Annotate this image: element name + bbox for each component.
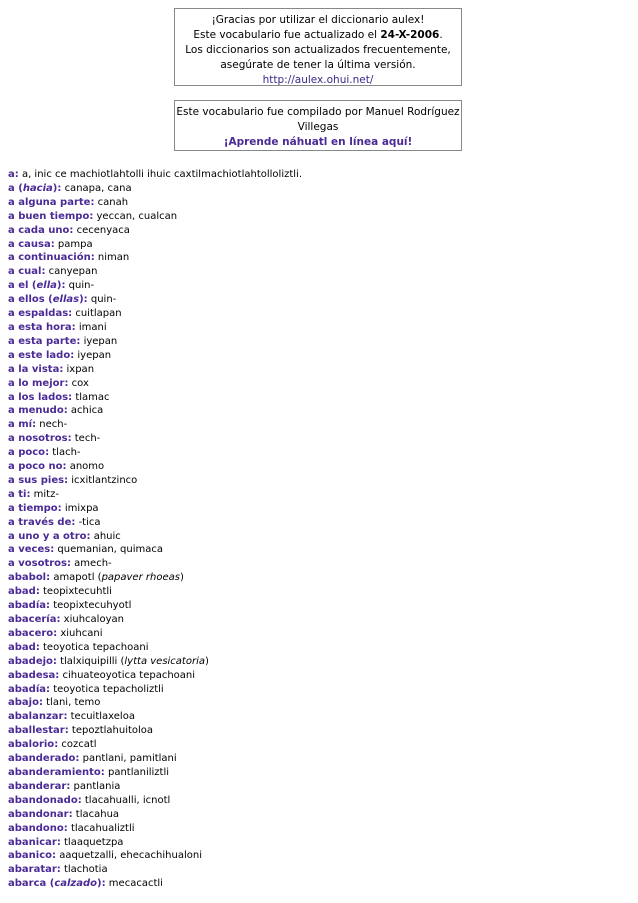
entry-term-text: a poco no: [8, 461, 63, 473]
entry-row: [8, 794, 630, 808]
entry-term-text: a el (: [8, 280, 37, 292]
entry-row: [8, 863, 630, 877]
entry-term: a continuación:: [8, 252, 95, 264]
entry-row: [8, 724, 630, 738]
learn-nahuatl-link[interactable]: ¡Aprende náhuatl en línea aquí!: [223, 136, 413, 148]
entry-term: abaratar:: [8, 864, 61, 876]
entry-term: a los lados:: [8, 391, 73, 403]
entry-term-text: abalanzar: [8, 711, 64, 723]
entry-gloss: niman: [97, 252, 130, 264]
entry-gloss: teoyotica tepachoani: [43, 641, 149, 653]
entry-term-text: a espaldas: [8, 308, 69, 320]
entry-term: abadesa:: [8, 669, 60, 681]
entry-term-text: abandono: [8, 822, 64, 834]
entry-term: abalorio:: [8, 739, 59, 751]
entry-term-text: abandonado: [8, 794, 78, 806]
entry-row: [8, 543, 630, 557]
entry-row: [8, 683, 630, 697]
entry-term-text: a buen tiempo: [8, 210, 90, 222]
entry-term-text: abanicar: [8, 836, 57, 848]
entry-term: a lo mejor:: [8, 377, 69, 389]
entry-term-text: a tiempo: [8, 502, 58, 514]
entry-gloss: quemanian, quimaca: [57, 544, 163, 556]
entry-term-text: abadía: [8, 600, 46, 612]
entry-term-text: abanderamiento: [8, 766, 101, 778]
entry-term: abajo:: [8, 697, 43, 709]
entry-term: abandonado:: [8, 794, 82, 806]
entry-gloss: ixpan: [66, 363, 95, 375]
entry-gloss: cecenyaca: [76, 224, 130, 236]
entry-gloss: iyepan: [77, 349, 112, 361]
entry-term: a ellos (ellas):: [8, 294, 88, 306]
entry-row: [8, 196, 630, 210]
entry-term-italic: ellas: [52, 294, 80, 306]
entry-row: [8, 877, 630, 891]
entry-term-text: a alguna parte: [8, 196, 91, 208]
entry-gloss-end: ): [205, 655, 209, 667]
entry-row: [8, 404, 630, 418]
entry-row: [8, 766, 630, 780]
entry-term-text: a lo mejor: [8, 377, 65, 389]
entry-row: [8, 265, 630, 279]
entry-term-text: a poco: [8, 447, 46, 459]
entry-gloss: tepoztlahuitoloa: [71, 725, 154, 737]
entry-term-text: abadejo: [8, 655, 53, 667]
entry-row: [8, 752, 630, 766]
entry-term: abadía:: [8, 600, 50, 612]
entry-gloss: pantlania: [73, 780, 121, 792]
entry-term-text: a la vista: [8, 363, 60, 375]
entry-row: [8, 849, 630, 863]
entry-gloss: pampa: [57, 238, 93, 250]
entry-term-text: abajo: [8, 697, 39, 709]
entry-gloss: a, inic ce machiotlahtolli ihuic caxtilmachiotlahtolloliztli.: [21, 169, 303, 180]
entry-term-text: a nosotros: [8, 433, 68, 445]
entry-term-text: a ti: [8, 488, 27, 500]
entry-term-text: abandonar: [8, 808, 69, 820]
entry-gloss: pantlaniliztli: [107, 766, 170, 778]
entry-term-italic: ella: [36, 280, 57, 292]
entry-gloss: tlaaquetzpa: [64, 836, 124, 848]
entry-term-end: ): [56, 280, 62, 292]
entry-term-text: a ellos (: [8, 294, 53, 306]
entry-gloss-italic: papaver rhoeas: [101, 572, 180, 584]
entry-gloss: achica: [70, 405, 104, 417]
entry-term: abad:: [8, 586, 40, 598]
entry-row: [8, 363, 630, 377]
notice-line-2: Este vocabulario fue actualizado el 24-X-2006.: [193, 29, 443, 41]
entry-gloss: pantlani, pamitlani: [82, 753, 177, 765]
entry-term-text: a menudo: [8, 405, 64, 417]
entry-term-end: ): [52, 182, 58, 194]
entry-term: abanderamiento:: [8, 766, 105, 778]
entry-term-text: a causa: [8, 238, 51, 250]
entry-term-text: abacero: [8, 627, 54, 639]
entry-term-text: abalorio: [8, 739, 55, 751]
entry-term-text: a veces: [8, 544, 51, 556]
entry-row: [8, 808, 630, 822]
entry-row: [8, 710, 630, 724]
entry-term-text: abad: [8, 586, 36, 598]
entry-gloss: tlamac: [75, 391, 110, 403]
entry-row: [8, 502, 630, 516]
entry-term: a poco:: [8, 447, 50, 459]
entry-term-italic: calzado: [54, 878, 98, 890]
entry-row: [8, 557, 630, 571]
entry-term: abacería:: [8, 614, 61, 625]
entry-row: [8, 655, 630, 669]
entry-gloss: tlacahualli, icnotl: [84, 794, 171, 806]
entry-gloss: cuitlapan: [75, 308, 122, 320]
credit-line-1: Este vocabulario fue compilado por Manuel Rodríguez: [176, 106, 460, 118]
entry-gloss: canapa, cana: [64, 182, 132, 194]
entry-row: [8, 516, 630, 530]
entry-term-text: ababol: [8, 572, 47, 584]
entry-term: a la vista:: [8, 363, 64, 375]
entry-row: [8, 168, 630, 182]
entry-row: [8, 335, 630, 349]
entry-row: [8, 669, 630, 683]
entry-gloss: canyepan: [48, 266, 98, 278]
entry-term: a vosotros:: [8, 558, 71, 570]
entry-term: abadía:: [8, 683, 50, 695]
entry-term: a través de:: [8, 516, 76, 528]
entry-gloss: xiuhcani: [60, 627, 103, 639]
notice-line-4: asegúrate de tener la última versión.: [220, 59, 416, 71]
entry-gloss: icxitlantzinco: [71, 474, 138, 486]
entry-row: [8, 391, 630, 405]
entry-gloss: imani: [78, 321, 107, 333]
entry-row: [8, 182, 630, 196]
entry-row: [8, 474, 630, 488]
entry-gloss-end: ): [179, 572, 184, 584]
entry-row: [8, 224, 630, 238]
entry-gloss: tlachotia: [63, 864, 108, 876]
entry-term-text: a esta parte: [8, 335, 77, 347]
entry-gloss: tecuitlaxeloa: [70, 711, 135, 723]
entry-term: ababol:: [8, 572, 51, 584]
entry-row: [8, 460, 630, 474]
entry-term-text: a cual: [8, 266, 42, 278]
entry-term-end: ): [97, 878, 102, 890]
entry-term: a poco no:: [8, 461, 67, 473]
entry-term: a tiempo:: [8, 502, 62, 514]
entry-gloss: cihuateoyotica tepachoani: [62, 669, 196, 681]
credit-line-2: Villegas: [297, 121, 339, 133]
entry-row: [8, 293, 630, 307]
entry-row: [8, 738, 630, 752]
entry-term: aballestar:: [8, 725, 69, 737]
entry-gloss: ahuic: [93, 530, 121, 542]
entry-term: a alguna parte:: [8, 196, 95, 208]
entry-row: [8, 613, 630, 627]
entry-term-text: a vosotros: [8, 558, 67, 570]
entry-term: a buen tiempo:: [8, 210, 94, 222]
entry-gloss: tlani, temo: [46, 697, 101, 709]
entry-row: [8, 251, 630, 265]
vocabulary-list: [8, 168, 630, 891]
entry-row: [8, 822, 630, 836]
entry-term: a mí:: [8, 419, 37, 431]
entry-term-text: abacería: [8, 614, 57, 625]
entry-term-text: a: [8, 169, 15, 180]
entry-term: a nosotros:: [8, 433, 72, 445]
entry-gloss: quin-: [90, 294, 117, 306]
entry-term: a cada uno:: [8, 224, 74, 236]
entry-term-text: abadía: [8, 683, 46, 695]
entry-term: abadejo:: [8, 655, 57, 667]
entry-row: [8, 585, 630, 599]
entry-row: [8, 432, 630, 446]
entry-row: [8, 780, 630, 794]
entry-row: [8, 307, 630, 321]
entry-gloss: canah: [97, 196, 129, 208]
notice-line-1: ¡Gracias por utilizar el diccionario aulex!: [211, 14, 425, 26]
entry-gloss: amech-: [74, 558, 112, 570]
entry-term: a:: [8, 169, 19, 180]
entry-row: [8, 641, 630, 655]
entry-term-end: ): [79, 294, 84, 306]
entry-term-text: a continuación: [8, 252, 91, 264]
entry-term-text: abarca (: [8, 878, 55, 890]
entry-term: abandonar:: [8, 808, 73, 820]
entry-gloss: amapotl (: [53, 572, 102, 584]
entry-term: abanicar:: [8, 836, 61, 848]
entry-term: a veces:: [8, 544, 55, 556]
entry-term-text: abanderado: [8, 753, 76, 765]
entry-term: a uno y a otro:: [8, 530, 91, 542]
entry-gloss: teoyotica tepacholiztli: [53, 683, 164, 695]
entry-term: abad:: [8, 641, 40, 653]
entry-row: [8, 571, 630, 585]
entry-term: abanico:: [8, 850, 56, 862]
entry-gloss: tech-: [74, 433, 101, 445]
entry-row: [8, 530, 630, 544]
entry-row: [8, 377, 630, 391]
entry-gloss: mitz-: [33, 488, 59, 500]
entry-row: [8, 418, 630, 432]
entry-term-text: a sus pies: [8, 474, 65, 486]
entry-term: a sus pies:: [8, 474, 69, 486]
entry-gloss: imixpa: [64, 502, 99, 514]
credit-box: [174, 100, 462, 151]
entry-row: [8, 488, 630, 502]
entry-gloss: nech-: [39, 419, 68, 431]
entry-gloss: teopixtecuhyotl: [53, 600, 132, 612]
entry-term: a el (ella):: [8, 280, 66, 292]
update-notice-box: [174, 8, 462, 86]
entry-row: [8, 836, 630, 850]
entry-gloss: cox: [71, 377, 89, 389]
entry-term: a este lado:: [8, 349, 75, 361]
entry-term-text: aballestar: [8, 725, 65, 737]
entry-term-text: abanico: [8, 850, 52, 862]
entry-row: [8, 446, 630, 460]
entry-term-text: a mí: [8, 419, 33, 431]
entry-term-text: abanderar: [8, 780, 67, 792]
entry-term-text: a uno y a otro: [8, 530, 87, 542]
entry-term-text: a este lado: [8, 349, 71, 361]
entry-row: [8, 696, 630, 710]
entry-term: a cual:: [8, 266, 46, 278]
entry-term: a (hacia):: [8, 182, 62, 194]
entry-term: abacero:: [8, 627, 58, 639]
entry-term-text: abaratar: [8, 864, 57, 876]
notice-line-3: Los diccionarios son actualizados frecuentemente,: [185, 44, 451, 56]
entry-term: a espaldas:: [8, 308, 73, 320]
entry-gloss: tlacahualiztli: [70, 822, 135, 834]
entry-term-text: a esta hora: [8, 321, 72, 333]
entry-gloss: quin-: [68, 280, 95, 292]
entry-row: [8, 349, 630, 363]
entry-gloss: yeccan, cualcan: [96, 210, 178, 222]
entry-row: [8, 279, 630, 293]
entry-term-text: a los lados: [8, 391, 69, 403]
entry-term-text: a (: [8, 182, 23, 194]
entry-row: [8, 599, 630, 613]
entry-term-text: abad: [8, 641, 36, 653]
entry-term-text: a través de: [8, 516, 72, 528]
aulex-url-link[interactable]: http://aulex.ohui.net/: [262, 74, 374, 86]
entry-gloss: anomo: [69, 461, 105, 473]
entry-term-text: abadesa: [8, 669, 56, 681]
entry-gloss: tlach-: [52, 447, 81, 459]
entry-gloss: tlacahua: [75, 808, 120, 820]
entry-term: abanderado:: [8, 753, 80, 765]
entry-gloss-italic: lytta vesicatoria: [124, 655, 205, 667]
entry-gloss: teopixtecuhtli: [43, 586, 112, 598]
entry-term: a causa:: [8, 238, 55, 250]
entry-term-italic: hacia: [22, 182, 53, 194]
entry-term: a esta hora:: [8, 321, 76, 333]
entry-gloss: -tica: [78, 516, 101, 528]
entry-term: abalanzar:: [8, 711, 68, 723]
entry-term: a esta parte:: [8, 335, 81, 347]
entry-gloss: aaquetzalli, ehecachihualoni: [59, 850, 202, 862]
entry-term: a menudo:: [8, 405, 68, 417]
entry-gloss: tlalxiquipilli (: [60, 655, 125, 667]
entry-term: abanderar:: [8, 780, 71, 792]
update-date: 24-X-2006: [380, 29, 440, 41]
entry-row: [8, 321, 630, 335]
entry-row: [8, 627, 630, 641]
entry-gloss: iyepan: [83, 335, 118, 347]
entry-term: a ti:: [8, 488, 31, 500]
entry-row: [8, 238, 630, 252]
entry-gloss: cozcatl: [61, 739, 97, 751]
entry-term: abarca (calzado):: [8, 878, 106, 890]
entry-gloss: mecacactli: [108, 878, 163, 890]
entry-gloss: xiuhcaloyan: [63, 614, 124, 625]
entry-term: abandono:: [8, 822, 68, 834]
entry-row: [8, 210, 630, 224]
entry-term-text: a cada uno: [8, 224, 70, 236]
